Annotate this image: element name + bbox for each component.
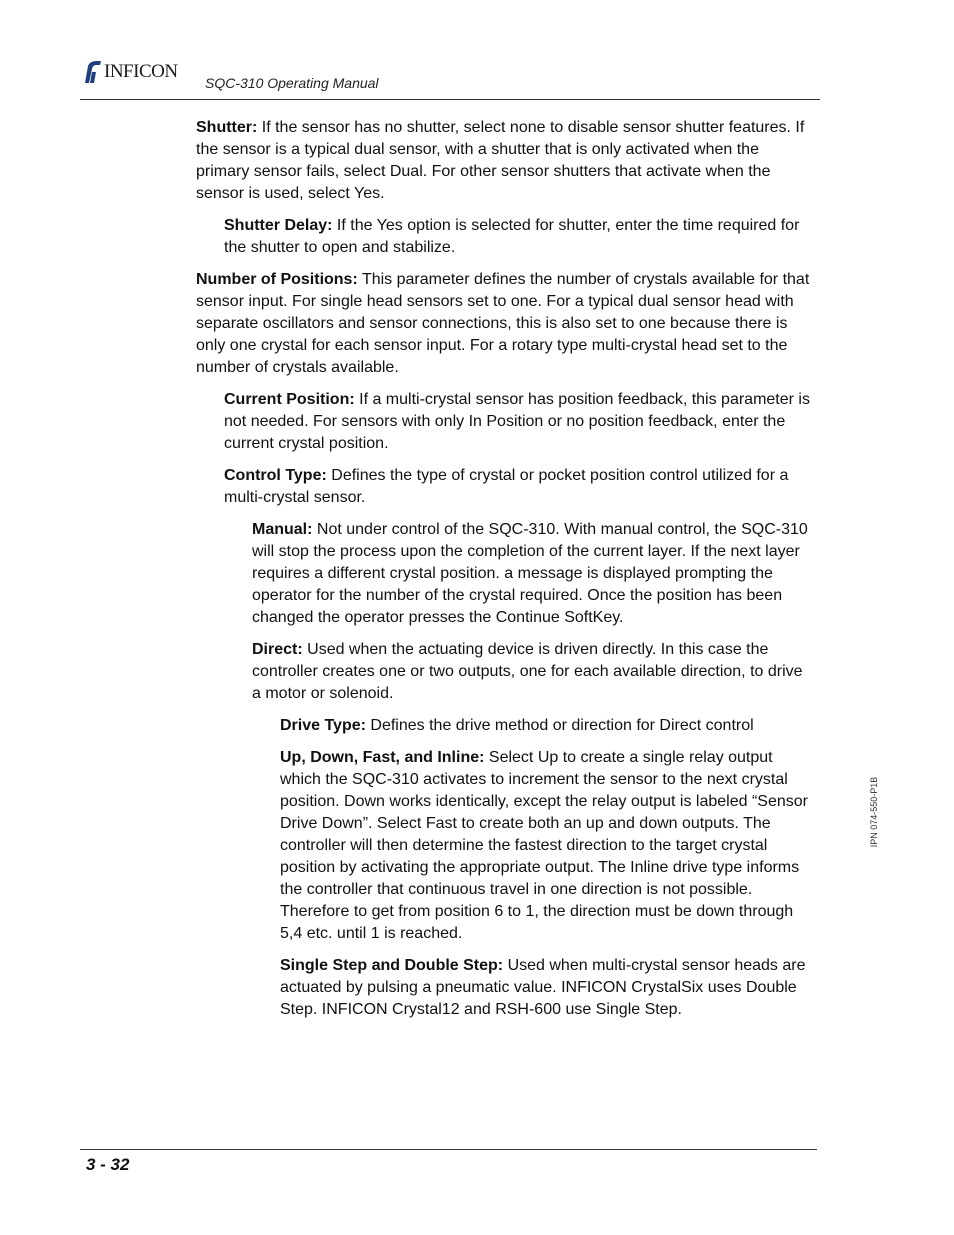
paragraph-text: Used when the actuating device is driven directly. In this case the controller creates one or two outputs, one for each available direction, to drive a motor or solenoid. — [252, 641, 803, 702]
paragraph-drive-type — [280, 715, 814, 737]
ipn-label: IPN 074-550-P1B — [869, 776, 879, 848]
paragraph-shutter — [196, 117, 814, 205]
document-title: SQC-310 Operating Manual — [205, 75, 379, 91]
paragraph-text: If a multi-crystal sensor has position feedback, this parameter is not needed. For sensors with only In Position or no position feedback, enter the current crystal position. — [224, 391, 810, 452]
inficon-logo — [82, 58, 178, 86]
inficon-logo-icon — [82, 60, 102, 84]
term-label: Manual: — [252, 521, 313, 538]
paragraph-text: Select Up to create a single relay output which the SQC-310 activates to increment the sensor to the next crystal position. Down works identically, except the relay output is labeled “Sensor Drive Down”. Select Fast to create both an up and down outputs. The controller will then determine the fastest direction to the target crystal position by activating the appropriate output. The Inline drive type informs the controller that continuous travel in one direction is not possible. Therefore to get from position 6 to 1, the direction must be down through 5,4 etc. until 1 is reached. — [280, 749, 808, 942]
paragraph-text: If the sensor has no shutter, select none to disable sensor shutter features. If the sensor is a typical dual sensor, with a shutter that is only activated when the primary sensor fails, select Dual. For other sensor shutters that activate when the sensor is used, select Yes. — [196, 119, 805, 202]
paragraph-current-position — [224, 389, 814, 455]
page-body — [0, 117, 954, 1031]
paragraph-number-of-positions — [196, 269, 814, 379]
paragraph-text: Defines the drive method or direction for Direct control — [365, 717, 754, 734]
page-number: 3 - 32 — [86, 1155, 130, 1174]
term-label: Drive Type: — [280, 717, 366, 734]
paragraph-text: Used when multi-crystal sensor heads are actuated by pulsing a pneumatic value. INFICON CrystalSix uses Double Step. INFICON Crystal12 and RSH-600 use Single Step. — [280, 957, 806, 1018]
logo-wordmark: INFICON — [104, 61, 178, 82]
paragraph-manual — [252, 519, 814, 629]
header-rule — [80, 99, 820, 100]
paragraph-control-type — [224, 465, 814, 509]
term-label: Shutter Delay: — [224, 217, 333, 234]
paragraph-single-double-step — [280, 955, 814, 1021]
term-label: Current Position: — [224, 391, 355, 408]
term-label: Up, Down, Fast, and Inline: — [280, 749, 485, 766]
paragraph-text: Defines the type of crystal or pocket position control utilized for a multi-crystal sensor. — [224, 467, 789, 506]
term-label: Direct: — [252, 641, 303, 658]
paragraph-shutter-delay — [224, 215, 814, 259]
footer-rule — [80, 1149, 817, 1150]
term-label: Control Type: — [224, 467, 327, 484]
term-label: Number of Positions: — [196, 271, 358, 288]
term-label: Shutter: — [196, 119, 258, 136]
term-label: Single Step and Double Step: — [280, 957, 504, 974]
paragraph-text: If the Yes option is selected for shutter, enter the time required for the shutter to open and stabilize. — [224, 217, 800, 256]
paragraph-text: This parameter defines the number of crystals available for that sensor input. For single head sensors set to one. For a typical dual sensor head with separate oscillators and sensor connections, this is also set to one because there is only one crystal for each sensor input. For a rotary type multi-crystal head set to the number of crystals available. — [196, 271, 810, 376]
paragraph-direct — [252, 639, 814, 705]
paragraph-up-down-fast-inline — [280, 747, 814, 945]
paragraph-text: Not under control of the SQC-310. With manual control, the SQC-310 will stop the process upon the completion of the current layer. If the next layer requires a different crystal position. a message is displayed prompting the operator for the number of the crystal required. Once the position has been changed the operator presses the Continue SoftKey. — [252, 521, 808, 626]
